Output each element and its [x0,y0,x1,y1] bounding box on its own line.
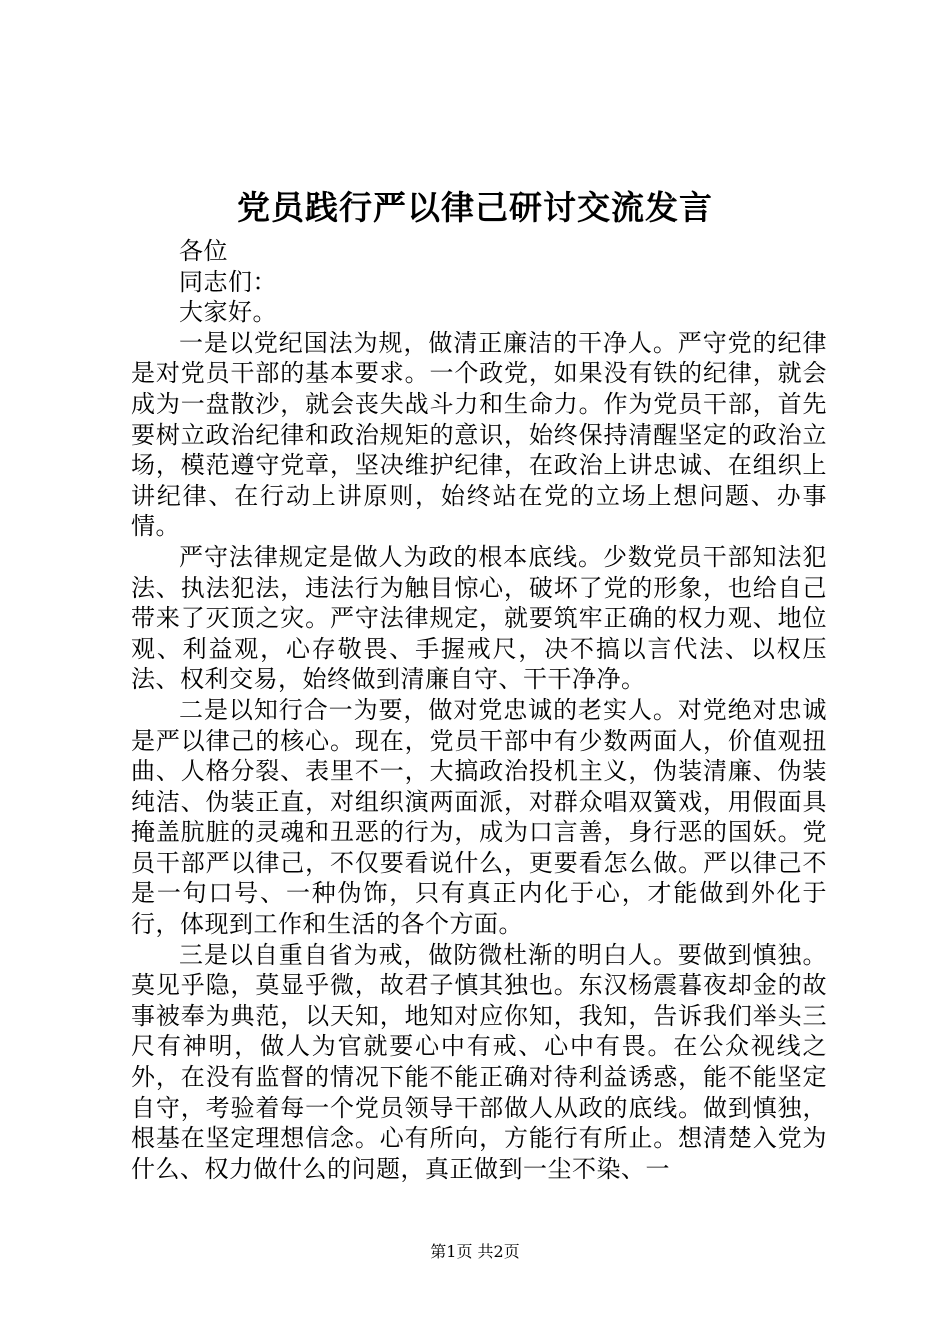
body-paragraph: 二是以知行合一为要，做对党忠诚的老实人。对党绝对忠诚是严以律己的核心。现在，党员干部中有少数两面人，价值观扭曲、人格分裂、表里不一，大搞政治投机主义，伪装清廉、伪装纯洁、伪装正直，对组织演两面派，对群众唱双簧戏，用假面具掩盖肮脏的灵魂和丑恶的行为，成为口言善，身行恶的国妖。党员干部严以律己，不仅要看说什么，更要看怎么做。严以律己不是一句口号、一种伪饰，只有真正内化于心，才能做到外化于行，体现到工作和生活的各个方面。 [131,695,827,939]
body-paragraph: 一是以党纪国法为规，做清正廉洁的干净人。严守党的纪律是对党员干部的基本要求。一个政党，如果没有铁的纪律，就会成为一盘散沙，就会丧失战斗力和生命力。作为党员干部，首先要树立政治纪律和政治规矩的意识，始终保持清醒坚定的政治立场，模范遵守党章，坚决维护纪律，在政治上讲忠诚、在组织上讲纪律、在行动上讲原则，始终站在党的立场上想问题、办事情。 [131,328,827,541]
document-title: 党员践行严以律己研讨交流发言 [237,188,713,227]
greeting-line: 各位 [179,237,228,265]
page-footer: 第1页 共2页 [430,1242,520,1261]
body-paragraph: 严守法律规定是做人为政的根本底线。少数党员干部知法犯法、执法犯法，违法行为触目惊心，破坏了党的形象，也给自己带来了灭顶之灾。严守法律规定，就要筑牢正确的权力观、地位观、利益观，心存敬畏、手握戒尺，决不搞以言代法、以权压法、权利交易，始终做到清廉自守、干干净净。 [131,542,827,694]
document-body [131,236,827,1184]
body-paragraph: 三是以自重自省为戒，做防微杜渐的明白人。要做到慎独。莫见乎隐，莫显乎微，故君子慎其独也。东汉杨震暮夜却金的故事被奉为典范，以天知，地知对应你知，我知，告诉我们举头三尺有神明，做人为官就要心中有戒、心中有畏。在公众视线之外，在没有监督的情况下能不能正确对待利益诱惑，能不能坚定自守，考验着每一个党员领导干部做人从政的底线。做到慎独，根基在坚定理想信念。心有所向，方能行有所止。想清楚入党为什么、权力做什么的问题，真正做到一尘不染、一 [131,940,827,1183]
greeting-line: 大家好。 [179,298,277,327]
greeting-line: 同志们： [179,267,277,296]
